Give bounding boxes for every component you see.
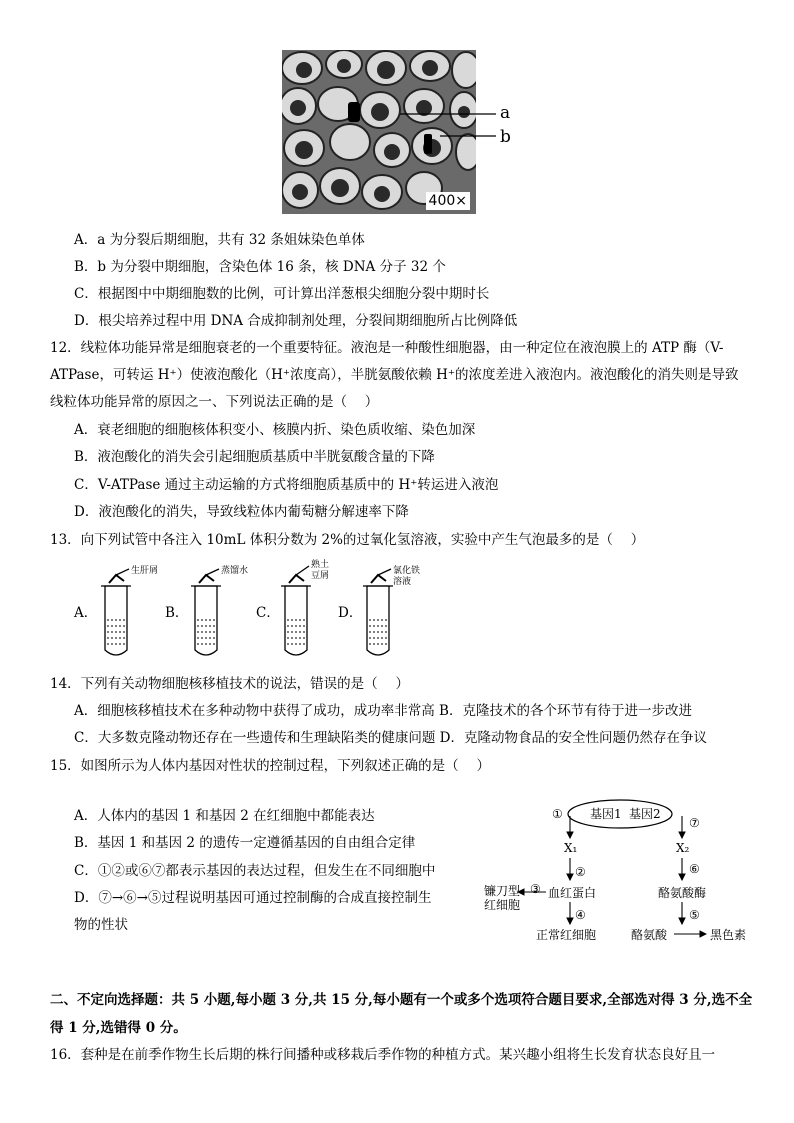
circle-3: ③ (530, 882, 541, 896)
q12-stem-1: 12．线粒体功能异常是细胞衰老的一个重要特征。液泡是一种酸性细胞器，由一种定位在液泡膜上的 ATP 酶（V- (50, 340, 724, 356)
q11-option-d: D．根尖培养过程中用 DNA 合成抑制剂处理，分裂间期细胞所占比例降低 (74, 313, 518, 329)
circle-2: ② (575, 865, 586, 879)
sickle-cell-label-1: 镰刀型 (484, 884, 521, 898)
q13-stem: 13．向下列试管中各注入 10mL 体积分数为 2%的过氧化氢溶液，实验中产生气泡最多的是（ ） (50, 532, 645, 548)
tube-a (101, 569, 131, 655)
q13-letter-d: D． (338, 605, 363, 621)
figure-pointer-lines (400, 104, 500, 144)
q11-option-c: C．根据图中中期细胞数的比例，可计算出洋葱根尖细胞分裂中期时长 (74, 286, 490, 302)
q12-option-b: B．液泡酸化的消失会引起细胞质基质中半胱氨酸含量的下降 (74, 449, 435, 465)
tube-c-label-2: 豆屑 (311, 571, 330, 581)
gene-2: 基因2 (629, 807, 661, 821)
q15-option-d-cont: 物的性状 (74, 917, 128, 933)
melanin-label: 黑色素 (710, 928, 747, 942)
q15-option-d: D．⑦→⑥→⑤过程说明基因可通过控制酶的合成直接控制生 (74, 890, 432, 906)
gene-diagram-lines (480, 798, 770, 948)
circle-5: ⑤ (689, 908, 700, 922)
q15-option-b: B．基因 1 和基因 2 的遗传一定遵循基因的自由组合定律 (74, 835, 416, 851)
label-b: b (500, 127, 511, 147)
test-tubes-figure (95, 562, 425, 662)
q15-stem: 15．如图所示为人体内基因对性状的控制过程，下列叙述正确的是（ ） (50, 758, 490, 774)
x2-label: X₂ (676, 841, 690, 855)
q12-option-c: C．V-ATPase 通过主动运输的方式将细胞质基质中的 H⁺转运进入液泡 (74, 477, 499, 493)
q14-options-line-2: C．大多数克隆动物还存在一些遗传和生理缺陷类的健康问题 D．克隆动物食品的安全性问题仍然存在争议 (74, 730, 707, 746)
q15-option-a: A．人体内的基因 1 和基因 2 在红细胞中都能表达 (74, 808, 375, 824)
circle-1: ① (552, 807, 563, 821)
q12-stem-2: ATPase，可转运 H⁺）使液泡酸化（H⁺浓度高），半胱氨酸依赖 H⁺的浓度差进入液泡内。液泡酸化的消失则是导致 (50, 367, 739, 383)
circle-4: ④ (575, 908, 586, 922)
q12-option-d: D．液泡酸化的消失，导致线粒体内葡萄糖分解速率下降 (74, 504, 409, 520)
label-a: a (500, 103, 511, 123)
normal-rbc-label: 正常红细胞 (536, 928, 597, 942)
q12-option-a: A．衰老细胞的细胞核体积变小、核膜内折、染色质收缩、染色加深 (74, 422, 476, 438)
q12-stem-3: 线粒体功能异常的原因之一、下列说法正确的是（ ） (50, 394, 379, 410)
tube-d-label-1: 氯化铁 (393, 566, 421, 576)
section2-header-1: 二、不定向选择题：共 5 小题,每小题 3 分,共 15 分,每小题有一个或多个选项符合题目要求,全部选对得 3 分,选不全 (50, 992, 753, 1008)
circle-6: ⑥ (689, 862, 700, 876)
circle-7: ⑦ (689, 816, 700, 830)
tube-d-label-2: 溶液 (393, 577, 412, 587)
magnification-label: 400× (426, 192, 470, 210)
q15-option-c: C．①②或⑥⑦都表示基因的表达过程，但发生在不同细胞中 (74, 863, 436, 879)
section2-header-2: 得 1 分,选错得 0 分。 (50, 1020, 187, 1036)
q14-stem: 14．下列有关动物细胞核移植技术的说法，错误的是（ ） (50, 676, 409, 692)
q13-letter-a: A． (74, 605, 98, 621)
q13-letter-c: C． (256, 605, 280, 621)
tube-b (191, 569, 221, 655)
q11-option-b: B．b 为分裂中期细胞，含染色体 16 条，核 DNA 分子 32 个 (74, 259, 446, 275)
sickle-cell-label-2: 红细胞 (484, 898, 521, 912)
q13-letter-b: B． (165, 605, 189, 621)
hemoglobin-label: 血红蛋白 (548, 886, 597, 900)
tube-b-label: 蒸馏水 (221, 566, 249, 576)
q11-option-a: A．a 为分裂后期细胞，共有 32 条姐妹染色单体 (74, 232, 365, 248)
tube-a-label: 生肝屑 (131, 566, 159, 576)
tyrosine-label: 酪氨酸 (631, 928, 668, 942)
tube-c-label-1: 熟土 (311, 560, 330, 570)
tube-d (363, 569, 393, 655)
tyrosinase-label: 酪氨酸酶 (658, 886, 707, 900)
q16-stem: 16．套种是在前季作物生长后期的株行间播种或移栽后季作物的种植方式。某兴趣小组将生长发育状态良好且一 (50, 1047, 716, 1063)
cell-a-chromosomes (348, 102, 360, 122)
gene-1: 基因1 (590, 807, 622, 821)
x1-label: X₁ (564, 841, 578, 855)
tube-c (281, 566, 311, 655)
q14-options-line-1: A．细胞核移植技术在多种动物中获得了成功，成功率非常高 B．克隆技术的各个环节有待于进一步改进 (74, 703, 692, 719)
